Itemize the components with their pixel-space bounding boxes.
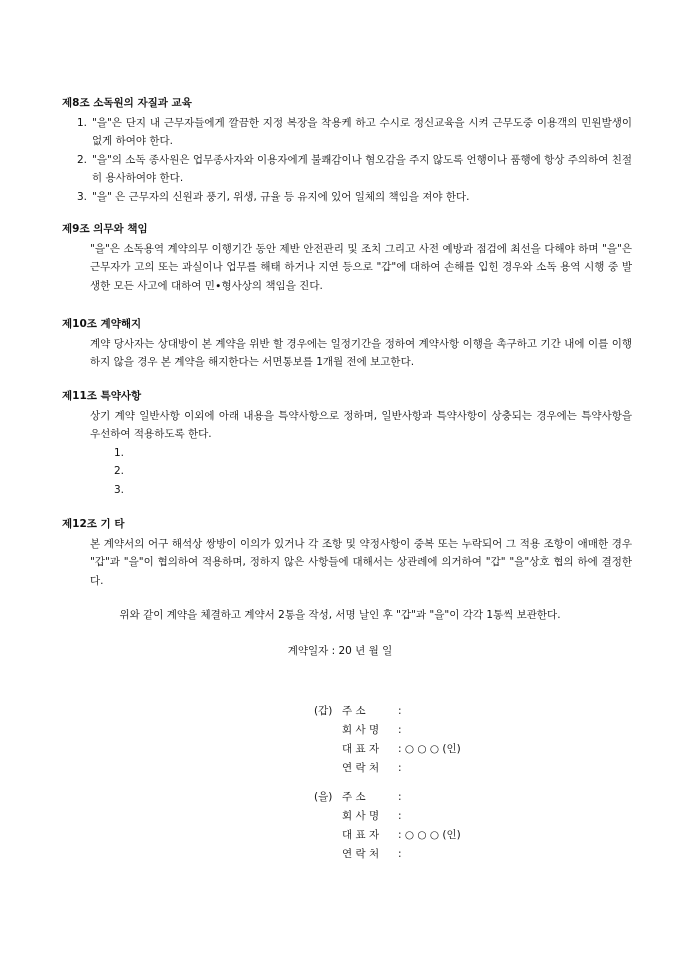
item-number: 2. (76, 153, 87, 166)
field-label: 대 표 자 (342, 743, 380, 755)
field-value: : (398, 724, 402, 736)
field-value: : (398, 791, 402, 803)
article-11 (62, 387, 632, 499)
closing-statement: 위와 같이 계약을 체결하고 계약서 2통을 작성, 서명 날인 후 "갑"과 "을"이 각각 1통씩 보관한다. (119, 609, 561, 621)
article-12 (62, 515, 632, 590)
article-9 (62, 220, 632, 295)
party-b-row-company (314, 807, 614, 826)
field-value: : (398, 762, 402, 774)
field-label: 주 소 (342, 791, 366, 803)
special-item-2: 2. (114, 465, 125, 477)
field-value: : (398, 705, 402, 717)
article-10-title: 제10조 계약해지 (62, 318, 142, 330)
list-item (62, 114, 632, 151)
field-label: 회 사 명 (342, 724, 380, 736)
article-8 (62, 94, 632, 206)
field-label: 주 소 (342, 705, 366, 717)
field-label: 회 사 명 (342, 810, 380, 822)
article-10 (62, 315, 632, 372)
party-b-tag: (을) (314, 791, 333, 803)
field-label: 대 표 자 (342, 829, 380, 841)
party-a-row-representative (314, 740, 614, 759)
article-12-text: 본 계약서의 어구 해석상 쌍방이 이의가 있거나 각 조항 및 약정사항이 중복 또는 누락되어 그 적용 조항이 애매한 경우 "갑"과 "을"이 협의하여 적용하며, 정하지 않은 사항들에 대해서는 상관례에 의거하여 "갑" "을"상호 협의 하에 결정한다. (90, 537, 632, 587)
item-number: 3. (76, 190, 87, 203)
list-item (62, 151, 632, 188)
item-number: 1. (76, 116, 87, 129)
field-label: 연 락 처 (342, 848, 380, 860)
field-label: 연 락 처 (342, 762, 380, 774)
article-8-title: 제8조 소독원의 자질과 교육 (62, 97, 192, 109)
item-text: "을"은 단지 내 근무자들에게 깔끔한 지정 복장을 착용케 하고 수시로 정신교육을 시켜 근무도중 이용객의 민원발생이 없게 하여야 한다. (92, 116, 632, 147)
article-9-text: "을"은 소독용역 계약의무 이행기간 동안 제반 안전관리 및 조치 그리고 사전 예방과 점검에 최선을 다해야 하며 "을"은 근무자가 고의 또는 과실이나 업무를 해태 하거나 지연 등으로 "갑"에 대하여 손해를 입힌 경우와 소독 용역 시행 중 발생한 모든 사고에 대하여 민∙형사상의 책임을 진다. (90, 242, 632, 292)
party-a-row-address (314, 702, 614, 721)
contract-date: 계약일자 : 20 년 월 일 (287, 645, 393, 657)
field-value: : (398, 810, 402, 822)
special-item-1: 1. (114, 446, 125, 459)
article-10-text: 계약 당사자는 상대방이 본 계약을 위반 할 경우에는 일정기간을 정하여 계약사항 이행을 촉구하고 기간 내에 이를 이행하지 않을 경우 본 계약을 해지한다는 서면통보를 1개월 전에 보고한다. (90, 337, 632, 368)
party-b-block (314, 788, 614, 864)
party-b-row-contact (314, 845, 614, 864)
party-b-row-address (314, 788, 614, 807)
list-item (62, 188, 632, 207)
field-value: : ○ ○ ○ (인) (398, 743, 461, 755)
article-11-title: 제11조 특약사항 (62, 390, 142, 402)
item-text: "을"의 소독 종사원은 업무종사자와 이용자에게 불쾌감이나 혐오감을 주지 않도록 언행이나 품행에 항상 주의하여 친절히 용사하여야 한다. (92, 153, 632, 184)
field-value: : ○ ○ ○ (인) (398, 829, 461, 841)
article-12-title: 제12조 기 타 (62, 518, 125, 530)
article-9-title: 제9조 의무와 책임 (62, 223, 148, 235)
field-value: : (398, 848, 402, 860)
article-8-list (62, 114, 632, 207)
special-item-3: 3. (114, 483, 125, 496)
party-a-tag: (갑) (314, 705, 333, 717)
party-a-row-company (314, 721, 614, 740)
party-b-row-representative (314, 826, 614, 845)
party-a-block (314, 702, 614, 778)
party-a-row-contact (314, 759, 614, 778)
article-11-text: 상기 계약 일반사항 이외에 아래 내용을 특약사항으로 정하며, 일반사항과 특약사항이 상충되는 경우에는 특약사항을 우선하여 적용하도록 한다. (90, 409, 632, 440)
item-text: "을" 은 근무자의 신원과 풍기, 위생, 규율 등 유지에 있어 일체의 책임을 져야 한다. (92, 190, 470, 203)
